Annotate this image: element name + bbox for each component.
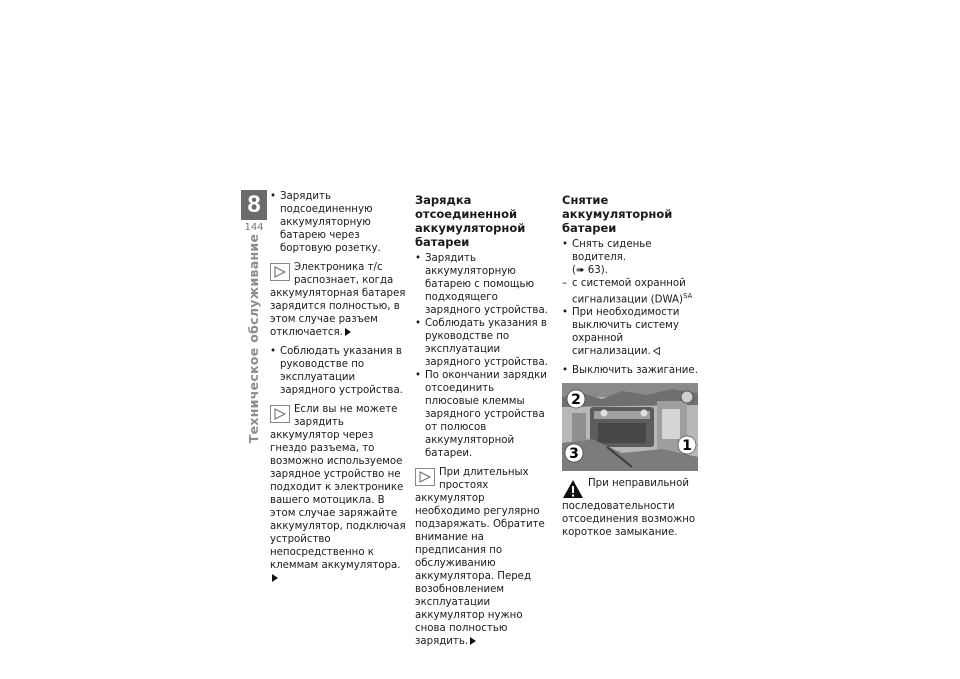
note-block [270,403,406,585]
section-title: Техническое обслуживание [246,233,262,444]
warning-text: При неправильной последовательности отсоединения возможно короткое замыкание. [562,478,696,539]
chapter-number: 8 [241,190,267,220]
callout-label: 2 [571,392,581,409]
section-title-vertical [241,233,267,444]
end-mark-icon [272,574,278,582]
bullet-item: • Зарядить аккумуляторную батарею с помощью подходящего зарядного устройства. [415,252,551,317]
page-reference: (➠ 63). [572,265,608,276]
bullet-item: • По окончании зарядки отсоединить плюсовые клеммы зарядного устройства от полюсов аккумуляторной батареи. [415,369,551,460]
battery-photo [562,383,698,471]
note-text: При длительных простоях аккумулятор необходимо регулярно подзаряжать. Обратите внимание на предписания по обслуживанию аккумулятора. Перед возобновлением эксплуатации аккумулятор нужно снова полностью зарядить. [415,467,545,647]
note-icon [415,468,435,486]
callout-label: 1 [682,438,692,455]
end-mark-icon [470,637,476,645]
bullet-text: Снять сиденье водителя. [572,239,652,263]
bullet-item [562,238,698,277]
note-icon [270,405,290,423]
bullet-item: • Соблюдать указания в руководстве по эксплуатации зарядного устройства. [415,317,551,369]
bullet-item: • Соблюдать указания в руководстве по эксплуатации зарядного устройства. [270,345,406,397]
column-3 [562,190,698,539]
column-1 [270,190,406,585]
note-text: Электроника т/с распознает, когда аккумуляторная батарея зарядится полностью, в этом случае разъем отключается. [270,262,406,338]
column-2 [415,190,551,648]
chapter-sidebar [241,190,267,447]
page-number: 144 [244,222,264,233]
section-heading: Снятие аккумуляторной батареи [562,193,673,235]
end-mark-outline-icon [653,347,660,355]
bullet-item [562,306,698,358]
note-text: Если вы не можете зарядить аккумулятор через гнездо разъема, то возможно используемое зарядное устройство не подходит к электронике вашего мотоцикла. В этом случае заряжайте аккумулятор, подключая устройство непосредственно к клеммам аккумулятора. [270,404,406,571]
note-block [415,466,551,648]
note-icon [270,263,290,281]
end-mark-icon [345,328,351,336]
condition-text: с системой охранной сигнализации (DWA) [572,278,686,306]
bullet-text: При необходимости выключить систему охранной сигнализации. [572,307,680,358]
warning-icon [562,479,584,499]
section-heading: Зарядка отсоединенной аккумуляторной батареи [415,193,526,249]
callout-label: 3 [569,446,579,463]
bullet-item: • Зарядить подсоединенную аккумуляторную батарею через бортовую розетку. [270,190,406,255]
warning-block [562,477,698,539]
option-mark: SA [682,292,693,300]
note-block [270,261,406,339]
condition-item [562,277,698,306]
bullet-item: • Выключить зажигание. [562,364,698,377]
